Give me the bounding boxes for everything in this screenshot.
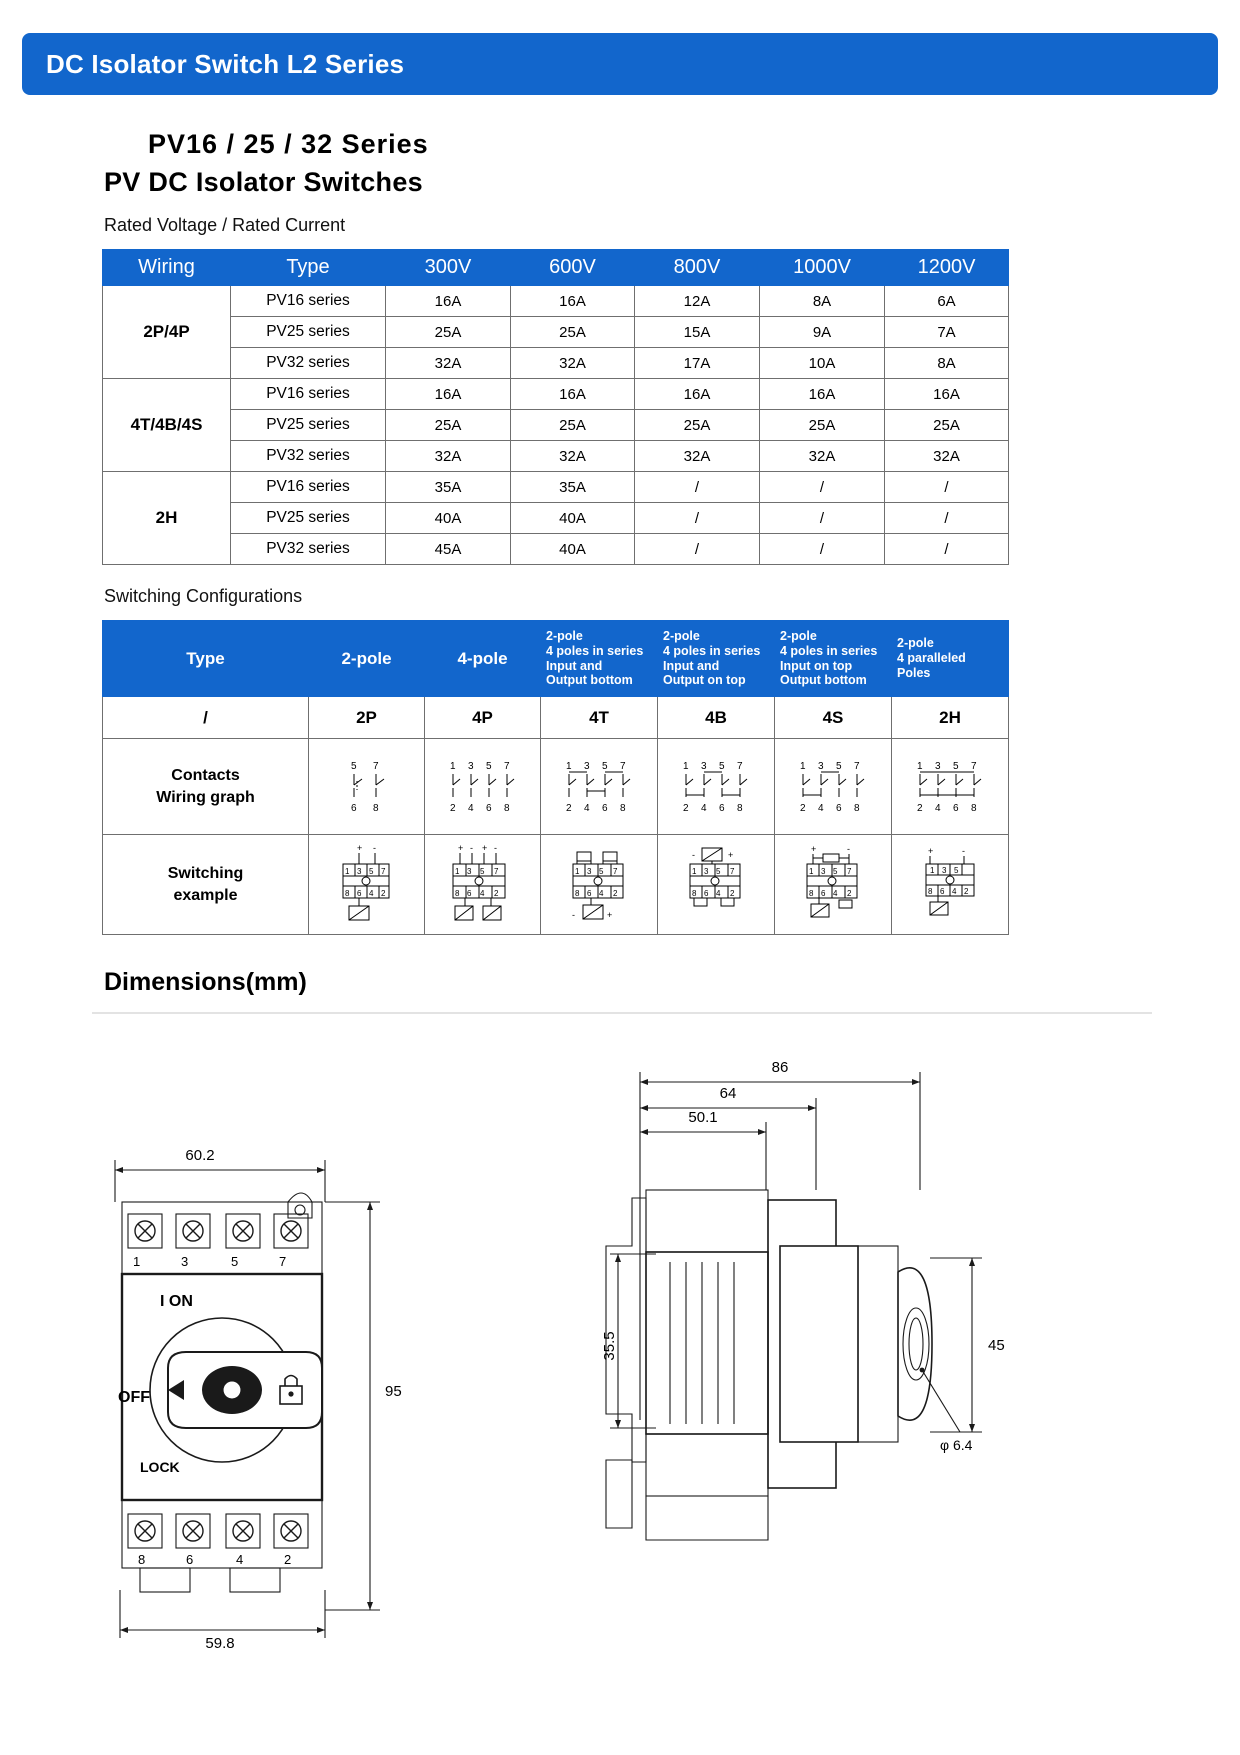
svg-text:6: 6	[485, 802, 492, 814]
switching-example-4b	[658, 835, 775, 935]
switching-example-4t	[541, 835, 658, 935]
code-cell-2p: 2P	[309, 697, 425, 739]
svg-text:-: -	[372, 842, 376, 853]
svg-text:5: 5	[954, 865, 959, 875]
col-header-type: Type	[231, 250, 386, 286]
svg-text:8: 8	[372, 802, 379, 814]
value-cell: 32A	[760, 441, 885, 472]
wiring-graph-icon	[673, 757, 759, 817]
type-cell: PV16 series	[231, 379, 386, 410]
front-view-svg	[80, 1090, 500, 1650]
value-cell: 32A	[635, 441, 760, 472]
wiring-group-label: 4T/4B/4S	[103, 379, 231, 472]
wiring-group-label: 2P/4P	[103, 286, 231, 379]
col-header-300v: 300V	[386, 250, 511, 286]
rated-voltage-current-table	[102, 249, 1009, 565]
svg-text:5: 5	[479, 866, 484, 876]
svg-text:2: 2	[683, 802, 689, 814]
svg-text:2: 2	[730, 888, 735, 898]
svg-text:8: 8	[971, 802, 977, 814]
value-cell: 25A	[386, 317, 511, 348]
dim-label-height: 95	[385, 1383, 402, 1400]
svg-text:3: 3	[821, 866, 826, 876]
value-cell: /	[760, 534, 885, 565]
table-row-examples	[103, 835, 1009, 935]
wiring-graph-icon	[556, 757, 642, 817]
contacts-graph-4t	[541, 739, 658, 835]
type-cell: PV32 series	[231, 441, 386, 472]
col-header-1200v: 1200V	[885, 250, 1009, 286]
wiring-graph-icon	[331, 757, 403, 817]
header-line: Poles	[897, 665, 931, 680]
wiring-graph-icon	[790, 757, 876, 817]
value-cell: 17A	[635, 348, 760, 379]
svg-text:+: +	[457, 842, 463, 853]
value-cell: 16A	[760, 379, 885, 410]
svg-text:3: 3	[704, 866, 709, 876]
col-header-4t	[541, 621, 658, 697]
svg-text:7: 7	[380, 866, 385, 876]
svg-text:3: 3	[942, 865, 947, 875]
svg-text:3: 3	[356, 866, 361, 876]
side-view-svg	[600, 1040, 1020, 1660]
value-cell: 15A	[635, 317, 760, 348]
svg-text:6: 6	[940, 886, 945, 896]
header-line: 4 poles in series	[780, 643, 878, 658]
table-row	[103, 503, 1009, 534]
svg-text:4: 4	[584, 802, 590, 814]
svg-text:7: 7	[503, 760, 510, 772]
svg-text:4: 4	[368, 888, 373, 898]
table-row	[103, 317, 1009, 348]
header-line: Output on top	[663, 673, 746, 688]
value-cell: 25A	[386, 410, 511, 441]
table-row	[103, 534, 1009, 565]
svg-text:7: 7	[854, 760, 860, 772]
terminal-5: 5	[231, 1254, 239, 1269]
row-label-switching-example	[103, 835, 309, 935]
value-cell: 6A	[885, 286, 1009, 317]
svg-text:3: 3	[466, 866, 471, 876]
table-row	[103, 472, 1009, 503]
svg-text:2: 2	[847, 888, 852, 898]
dim-label-width-top: 60.2	[185, 1147, 215, 1164]
value-cell: /	[760, 503, 885, 534]
header-line: 2-pole	[897, 636, 934, 651]
value-cell: /	[885, 534, 1009, 565]
col-header-4s	[775, 621, 892, 697]
svg-text:6: 6	[350, 802, 357, 814]
value-cell: 25A	[760, 410, 885, 441]
value-cell: 35A	[386, 472, 511, 503]
svg-text:4: 4	[818, 802, 824, 814]
row-label-line: Switching	[167, 864, 244, 882]
svg-text:2: 2	[917, 802, 923, 814]
svg-text:1: 1	[575, 866, 580, 876]
svg-text:8: 8	[454, 888, 459, 898]
header-line: Output bottom	[780, 673, 867, 688]
svg-text:6: 6	[602, 802, 608, 814]
contacts-graph-2p	[309, 739, 425, 835]
value-cell: 40A	[511, 503, 635, 534]
svg-text:1: 1	[930, 865, 935, 875]
svg-text:-: -	[692, 849, 695, 860]
terminal-6: 6	[186, 1552, 194, 1567]
header-line: Input and	[546, 658, 603, 673]
header-line: Output bottom	[546, 673, 633, 688]
table-row	[103, 410, 1009, 441]
svg-text:4: 4	[716, 888, 721, 898]
header-line: 4 poles in series	[663, 643, 761, 658]
terminal-1: 1	[133, 1254, 141, 1269]
svg-text:7: 7	[620, 760, 626, 772]
svg-text:8: 8	[575, 888, 580, 898]
svg-text:6: 6	[821, 888, 826, 898]
contacts-graph-4b	[658, 739, 775, 835]
svg-text:2: 2	[380, 888, 385, 898]
switching-example-2h	[892, 835, 1009, 935]
value-cell: 32A	[511, 441, 635, 472]
svg-text:-: -	[572, 909, 575, 920]
contacts-graph-2h	[892, 739, 1009, 835]
switching-example-icon	[670, 842, 762, 928]
code-cell-4t: 4T	[541, 697, 658, 739]
svg-text:1: 1	[917, 760, 923, 772]
svg-text:5: 5	[836, 760, 842, 772]
svg-text:8: 8	[854, 802, 860, 814]
svg-text:2: 2	[449, 802, 456, 814]
svg-text:5: 5	[953, 760, 959, 772]
svg-text:1: 1	[454, 866, 459, 876]
type-cell: PV25 series	[231, 503, 386, 534]
value-cell: 16A	[511, 286, 635, 317]
svg-text:7: 7	[847, 866, 852, 876]
dim-label-depth-inner: 50.1	[688, 1109, 718, 1126]
type-cell: PV25 series	[231, 317, 386, 348]
value-cell: 25A	[635, 410, 760, 441]
dim-label-depth-mid: 64	[719, 1085, 737, 1102]
banner-title: DC Isolator Switch L2 Series	[46, 48, 405, 79]
row-label-line: example	[173, 886, 238, 904]
contacts-graph-4s	[775, 739, 892, 835]
svg-text:1: 1	[800, 760, 806, 772]
terminal-2: 2	[284, 1552, 292, 1567]
svg-text:4: 4	[479, 888, 484, 898]
label-on: I ON	[160, 1293, 193, 1310]
value-cell: 25A	[511, 410, 635, 441]
terminal-4: 4	[236, 1552, 244, 1567]
switching-example-4p	[425, 835, 541, 935]
svg-text:+: +	[607, 909, 613, 920]
svg-text:2: 2	[800, 802, 806, 814]
table-row	[103, 348, 1009, 379]
dim-label-height-right: 45	[988, 1337, 1005, 1354]
col-header-4b	[658, 621, 775, 697]
value-cell: 35A	[511, 472, 635, 503]
header-line: 2-pole	[663, 629, 700, 643]
row-label-slash: /	[103, 697, 309, 739]
code-cell-4s: 4S	[775, 697, 892, 739]
value-cell: 16A	[386, 379, 511, 410]
type-cell: PV16 series	[231, 472, 386, 503]
svg-text:8: 8	[737, 802, 743, 814]
value-cell: 7A	[885, 317, 1009, 348]
switching-configurations-table	[102, 620, 1009, 935]
header-line: 4 paralleled	[897, 651, 966, 666]
svg-text:3: 3	[935, 760, 941, 772]
svg-text:2: 2	[613, 888, 618, 898]
svg-text:4: 4	[467, 802, 474, 814]
code-cell-4b: 4B	[658, 697, 775, 739]
svg-text:6: 6	[704, 888, 709, 898]
code-cell-2h: 2H	[892, 697, 1009, 739]
wiring-graph-icon	[907, 757, 993, 817]
svg-text:5: 5	[485, 760, 492, 772]
header-line: 4 poles in series	[546, 643, 644, 658]
col-header-800v: 800V	[635, 250, 760, 286]
table-header-row	[103, 621, 1009, 697]
value-cell: 8A	[885, 348, 1009, 379]
value-cell: /	[635, 472, 760, 503]
svg-text:4: 4	[599, 888, 604, 898]
table-row	[103, 441, 1009, 472]
value-cell: 25A	[511, 317, 635, 348]
col-header-1000v: 1000V	[760, 250, 885, 286]
contacts-graph-4p	[425, 739, 541, 835]
svg-text:3: 3	[818, 760, 824, 772]
label-off: OFF	[118, 1389, 150, 1406]
code-cell-4p: 4P	[425, 697, 541, 739]
svg-text:7: 7	[613, 866, 618, 876]
switching-example-icon	[437, 842, 529, 928]
svg-text:6: 6	[719, 802, 725, 814]
switching-example-icon	[553, 842, 645, 928]
svg-text:6: 6	[953, 802, 959, 814]
svg-text:+: +	[811, 843, 817, 854]
svg-text:3: 3	[467, 760, 474, 772]
row-label-line: Wiring graph	[156, 788, 255, 806]
svg-text:4: 4	[952, 886, 957, 896]
switching-example-icon	[787, 842, 879, 928]
value-cell: 16A	[511, 379, 635, 410]
header-line: 2-pole	[780, 629, 817, 643]
svg-text:2: 2	[964, 886, 969, 896]
svg-text:1: 1	[683, 760, 689, 772]
dim-label-hole-diameter: φ 6.4	[940, 1437, 973, 1453]
value-cell: 16A	[885, 379, 1009, 410]
svg-text:1: 1	[344, 866, 349, 876]
wiring-group-label: 2H	[103, 472, 231, 565]
svg-text:4: 4	[701, 802, 707, 814]
value-cell: 32A	[386, 348, 511, 379]
terminal-3: 3	[181, 1254, 189, 1269]
svg-text:-: -	[962, 845, 965, 856]
type-cell: PV16 series	[231, 286, 386, 317]
front-view-drawing	[80, 1090, 500, 1655]
header-line: Input on top	[780, 658, 853, 673]
dim-label-depth-total: 86	[771, 1059, 789, 1076]
dimensions-divider	[92, 1012, 1152, 1014]
switching-example-2p	[309, 835, 425, 935]
svg-text:2: 2	[493, 888, 498, 898]
svg-text:5: 5	[833, 866, 838, 876]
svg-text:1: 1	[449, 760, 456, 772]
value-cell: 9A	[760, 317, 885, 348]
dimensions-heading: Dimensions(mm)	[104, 968, 307, 996]
terminal-8: 8	[138, 1552, 146, 1567]
svg-text:4: 4	[935, 802, 941, 814]
col-header-wiring: Wiring	[103, 250, 231, 286]
value-cell: 12A	[635, 286, 760, 317]
svg-text:6: 6	[587, 888, 592, 898]
svg-text:3: 3	[701, 760, 707, 772]
value-cell: 45A	[386, 534, 511, 565]
svg-text:8: 8	[344, 888, 349, 898]
switching-table-caption: Switching Configurations	[104, 586, 303, 606]
table-row-contacts	[103, 739, 1009, 835]
value-cell: 16A	[635, 379, 760, 410]
svg-text:4: 4	[833, 888, 838, 898]
value-cell: 8A	[760, 286, 885, 317]
svg-text:-: -	[847, 843, 850, 854]
svg-text:5: 5	[716, 866, 721, 876]
value-cell: /	[885, 472, 1009, 503]
svg-text:8: 8	[692, 888, 697, 898]
type-cell: PV32 series	[231, 534, 386, 565]
svg-text:7: 7	[737, 760, 743, 772]
header-line: Input and	[663, 658, 720, 673]
svg-text:3: 3	[587, 866, 592, 876]
value-cell: 40A	[511, 534, 635, 565]
row-label-line: Contacts	[171, 766, 240, 784]
svg-text:6: 6	[836, 802, 842, 814]
dim-label-height-left: 35.5	[601, 1331, 618, 1361]
value-cell: 10A	[760, 348, 885, 379]
svg-text:+: +	[356, 842, 362, 853]
svg-text:8: 8	[503, 802, 510, 814]
col-header-600v: 600V	[511, 250, 635, 286]
svg-text:5: 5	[602, 760, 608, 772]
type-cell: PV32 series	[231, 348, 386, 379]
svg-text:+: +	[928, 845, 934, 856]
svg-text:3: 3	[584, 760, 590, 772]
svg-text:5: 5	[719, 760, 725, 772]
table-row	[103, 286, 1009, 317]
wiring-graph-icon	[440, 757, 526, 817]
switching-example-4s	[775, 835, 892, 935]
value-cell: 32A	[386, 441, 511, 472]
switching-example-icon	[904, 842, 996, 928]
svg-text:-: -	[469, 842, 473, 853]
table-row-codes	[103, 697, 1009, 739]
table-row	[103, 379, 1009, 410]
svg-text:6: 6	[356, 888, 361, 898]
svg-text:+: +	[481, 842, 487, 853]
dim-label-width-bottom: 59.8	[205, 1635, 235, 1650]
table-header-row	[103, 250, 1009, 286]
value-cell: 25A	[885, 410, 1009, 441]
col-header-2-pole: 2-pole	[309, 621, 425, 697]
svg-text:7: 7	[730, 866, 735, 876]
value-cell: /	[760, 472, 885, 503]
svg-text:8: 8	[928, 886, 933, 896]
svg-text:8: 8	[809, 888, 814, 898]
col-header-type: Type	[103, 621, 309, 697]
switching-example-icon	[321, 842, 413, 928]
value-cell: /	[635, 534, 760, 565]
svg-text:-: -	[493, 842, 497, 853]
value-cell: 32A	[511, 348, 635, 379]
svg-text:5: 5	[350, 760, 357, 772]
product-title-line-2: PV DC Isolator Switches	[104, 167, 423, 197]
product-title-line-1: PV16 / 25 / 32 Series	[148, 129, 429, 159]
svg-text:6: 6	[466, 888, 471, 898]
header-line: 2-pole	[546, 629, 583, 643]
svg-text:7: 7	[493, 866, 498, 876]
rated-table-caption: Rated Voltage / Rated Current	[104, 215, 346, 235]
svg-text:+: +	[728, 849, 734, 860]
svg-text:1: 1	[692, 866, 697, 876]
svg-text:1: 1	[809, 866, 814, 876]
value-cell: /	[635, 503, 760, 534]
page-header-banner	[22, 33, 1218, 95]
col-header-4-pole: 4-pole	[425, 621, 541, 697]
type-cell: PV25 series	[231, 410, 386, 441]
svg-text:8: 8	[620, 802, 626, 814]
value-cell: /	[885, 503, 1009, 534]
svg-text:7: 7	[971, 760, 977, 772]
svg-text:5: 5	[599, 866, 604, 876]
svg-text:5: 5	[368, 866, 373, 876]
terminal-7: 7	[279, 1254, 287, 1269]
label-lock: LOCK	[140, 1459, 180, 1475]
value-cell: 40A	[386, 503, 511, 534]
col-header-2h	[892, 621, 1009, 697]
svg-text:1: 1	[566, 760, 572, 772]
side-view-drawing	[600, 1040, 1020, 1665]
row-label-contacts	[103, 739, 309, 835]
svg-text:2: 2	[566, 802, 572, 814]
value-cell: 16A	[386, 286, 511, 317]
svg-text:7: 7	[372, 760, 379, 772]
value-cell: 32A	[885, 441, 1009, 472]
